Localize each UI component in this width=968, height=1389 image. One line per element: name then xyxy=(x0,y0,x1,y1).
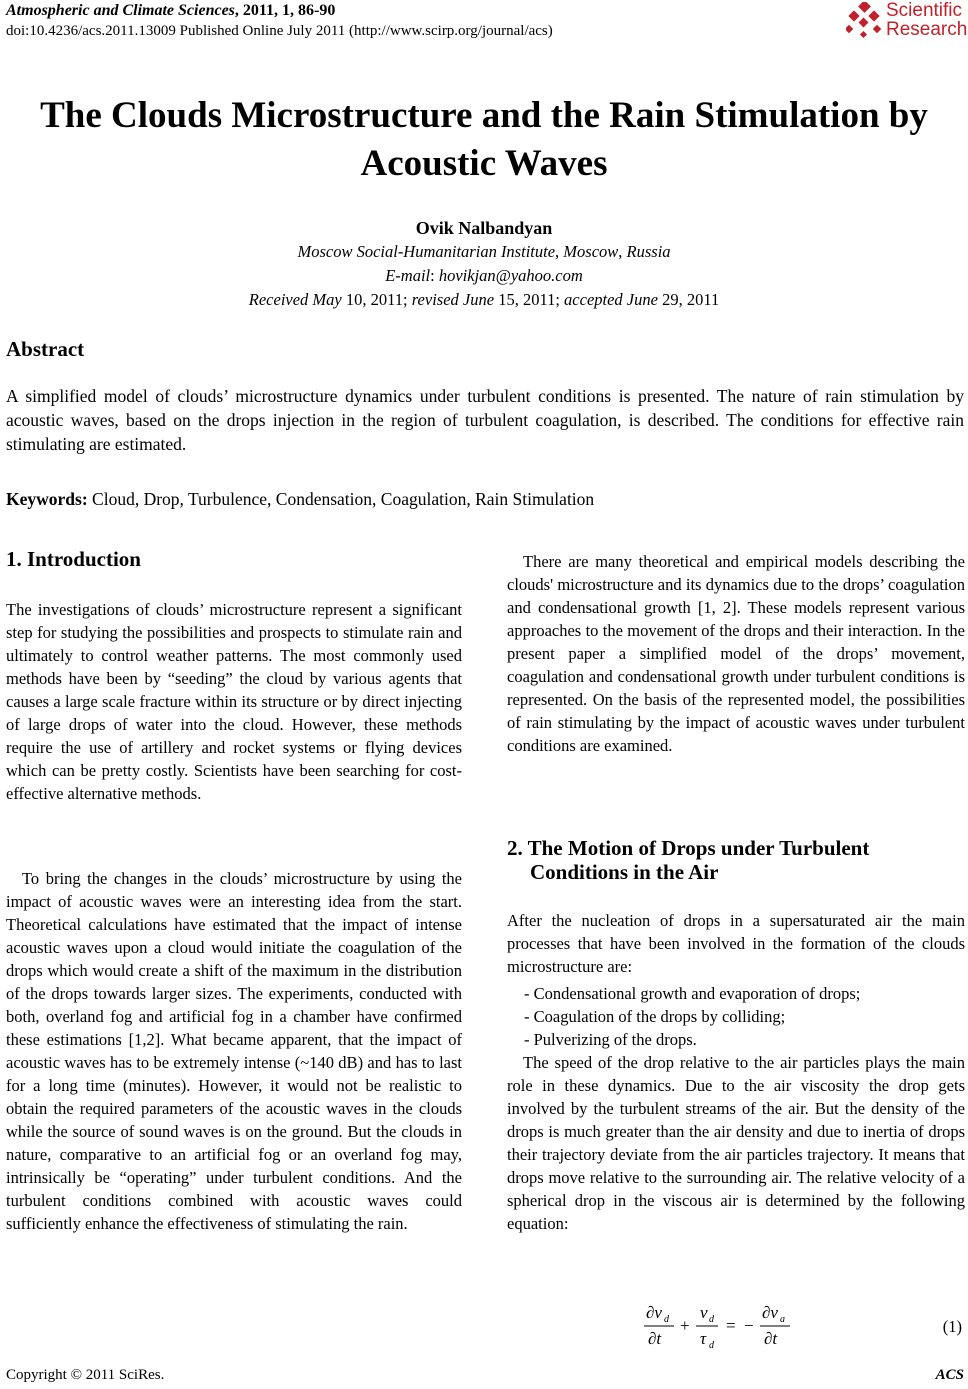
revised-date: 15, 2011; xyxy=(498,290,560,309)
svg-text:∂v: ∂v xyxy=(646,1303,662,1322)
title-line-1: The Clouds Microstructure and the Rain Stimulation by xyxy=(40,95,928,136)
abstract-text: A simplified model of clouds’ microstructure dynamics under turbulent conditions is presented. The nature of rain stimulation by acoustic waves, based on the drops injection in the region of turbulent coagulation, is described. The conditions for effective rain stimulating are estimated. xyxy=(6,386,964,454)
equation-number: (1) xyxy=(942,1317,962,1336)
accepted-label: accepted June xyxy=(564,290,658,309)
section-2-paragraph-2: The speed of the drop relative to the air particles plays the main role in these dynamics. Due to the air viscosity the drop gets involved by the turbulent streams of the air. But the density of the drops is much greater than the air density and due to inertia of drops their trajectory deviate from the air particles trajectory. It means that drops move relative to the surrounding air. The relative velocity of a spherical drop in the viscous air is determined by the following equation: xyxy=(507,1053,965,1233)
equation-1 xyxy=(640,1300,810,1350)
svg-text:d: d xyxy=(709,1340,714,1350)
received-date: 10, 2011; xyxy=(345,290,408,309)
section-2-heading xyxy=(507,836,965,884)
affiliation-institute: Moscow Social-Humanitarian Institute xyxy=(297,242,556,261)
svg-text:a: a xyxy=(780,1314,785,1325)
section-2-heading-line-2: Conditions in the Air xyxy=(530,860,719,884)
svg-text:v: v xyxy=(700,1303,708,1322)
email-label: E-mail xyxy=(385,266,431,285)
received-label: Received May xyxy=(248,290,342,309)
svg-text:∂t: ∂t xyxy=(764,1329,778,1348)
svg-text:+: + xyxy=(680,1316,690,1335)
list-item: - Coagulation of the drops by colliding; xyxy=(524,1007,786,1026)
list-item: - Pulverizing of the drops. xyxy=(524,1030,697,1049)
author-name: Ovik Nalbandyan xyxy=(415,218,553,238)
journal-name: Atmospheric and Climate Sciences xyxy=(6,2,235,19)
journal-abbreviation: ACS xyxy=(935,1367,964,1383)
list-item: - Condensational growth and evaporation of drops; xyxy=(524,984,861,1003)
keywords-line xyxy=(6,489,594,510)
svg-text:∂v: ∂v xyxy=(762,1303,778,1322)
paper-title xyxy=(0,92,968,188)
publisher-logo xyxy=(846,0,966,44)
copyright-notice: Copyright © 2011 SciRes. xyxy=(6,1367,165,1383)
journal-header xyxy=(6,2,335,20)
affiliation-country: Russia xyxy=(626,242,671,261)
svg-text:τ: τ xyxy=(700,1329,707,1348)
title-line-2: Acoustic Waves xyxy=(360,143,608,184)
section-2-heading-line-1: 2. The Motion of Drops under Turbulent xyxy=(507,836,870,860)
affiliation: Moscow Social-Humanitarian Institute, Moscow, Russia xyxy=(297,242,671,261)
dates-line xyxy=(0,290,968,310)
intro-paragraph-2: To bring the changes in the clouds’ microstructure by using the impact of acoustic waves were an interesting idea from the start. Theoretical calculations have estimated that the impact of intense acoustic waves upon a cloud would initiate the coagulation of the drops which would create a shift of the maximum in the distribution of the drops towards larger sizes. The experiments, conducted with both, overland fog and artificial fog in a chamber have confirmed these estimations [1,2]. What became apparent, that the impact of acoustic waves has to be extremely intense (~140 dB) and has to last for a long time (minutes). However, it would not be realistic to obtain the required parameters of the acoustic waves in the clouds while the source of sound waves is on the ground. But the clouds in nature, comparative to an artificial fog or an overland fog may, intrinsically be “operating” under turbulent conditions. And the turbulent conditions combined with acoustic waves could sufficiently enhance the effectiveness of stimulating the rain. xyxy=(6,869,462,1233)
keywords-label: Keywords: xyxy=(6,489,88,509)
email-line: E-mail: hovikjan@yahoo.com xyxy=(385,266,583,285)
keywords-text: Cloud, Drop, Turbulence, Condensation, Coagulation, Rain Stimulation xyxy=(92,489,595,509)
logo-line-1: Scientific xyxy=(886,0,963,21)
email-address[interactable]: hovikjan@yahoo.com xyxy=(438,266,583,285)
svg-text:−: − xyxy=(744,1316,754,1335)
svg-text:d: d xyxy=(709,1314,714,1325)
affiliation-city: Moscow xyxy=(563,242,619,261)
accepted-date: 29, 2011 xyxy=(662,290,720,309)
section-1-heading: 1. Introduction xyxy=(6,547,141,571)
svg-text:=: = xyxy=(726,1316,736,1335)
svg-text:∂t: ∂t xyxy=(648,1329,662,1348)
logo-text xyxy=(886,1,967,39)
intro-paragraph-3: There are many theoretical and empirical models describing the clouds' microstructure and its dynamics due to the drops’ coagulation and condensational growth [1, 2]. These models represent various approaches to the movement of the drops and their interaction. In the present paper a simplified model of the drops’ movement, coagulation and condensational growth under turbulent conditions is represented. On the basis of the represented model, the possibilities of rain stimulating by the impact of acoustic waves under turbulent conditions are examined. xyxy=(507,552,965,755)
journal-volume: , 2011, 1, 86-90 xyxy=(234,2,336,19)
section-2-paragraph-1: After the nucleation of drops in a supersaturated air the main processes that have been involved in the formation of the clouds microstructure are: xyxy=(507,911,965,976)
doi-line: doi:10.4236/acs.2011.13009 Published Online July 2011 (http://www.scirp.org/journal/acs) xyxy=(6,23,553,39)
logo-mark-icon xyxy=(846,2,884,42)
intro-paragraph-1: The investigations of clouds’ microstructure represent a significant step for studying the possibilities and prospects to stimulate rain and ultimately to control weather patterns. The most commonly used methods have been by “seeding” the cloud by various agents that causes a large scale fracture within its structure or by direct injecting of large drops of water into the cloud. However, these methods require the use of artillery and rocket systems or flying devices which can be pretty costly. Scientists have been searching for cost-effective alternative methods. xyxy=(6,600,462,803)
logo-line-2: Research xyxy=(886,19,968,40)
abstract-heading: Abstract xyxy=(6,337,85,361)
process-list xyxy=(507,982,965,1051)
revised-label: revised June xyxy=(411,290,495,309)
svg-text:d: d xyxy=(664,1314,669,1325)
